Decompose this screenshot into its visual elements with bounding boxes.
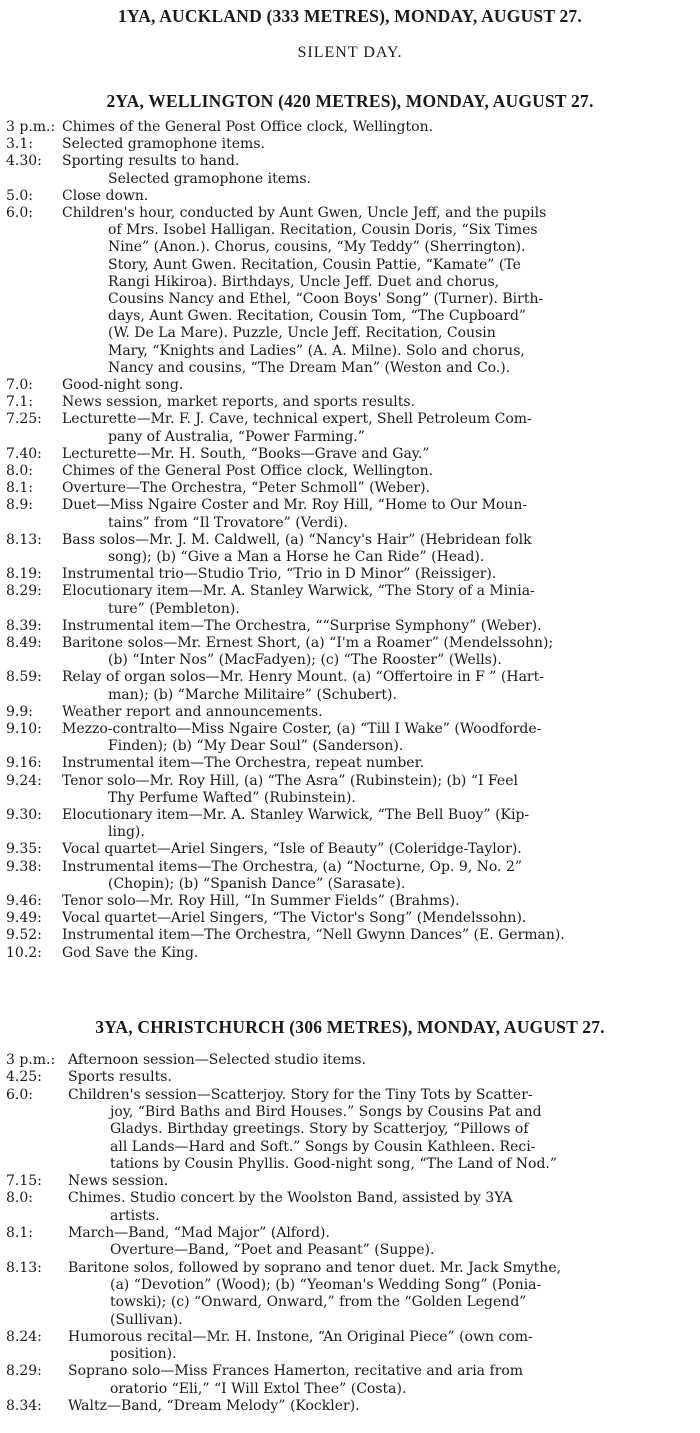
programme-continuation: Rangi Hikiroa). Birthdays, Uncle Jeff. Duet and chorus, [108,273,500,290]
programme-line [0,807,700,824]
programme-time: 7.40: [6,445,42,462]
programme-text: Duet—Miss Ngaire Coster and Mr. Roy Hill, “Home to Our Moun- [62,497,528,514]
programme-line [0,205,700,222]
programme-line [0,377,700,394]
programme-line [0,893,700,910]
programme-time: 9.38: [6,858,42,875]
programme-time: 8.29: [6,583,42,600]
programme-text: Selected gramophone items. [62,136,265,153]
programme-time: 8.19: [6,566,42,583]
programme-line [0,532,700,549]
section-heading-2ya: 2YA, WELLINGTON (420 METRES), MONDAY, AUGUST 27. [106,91,594,111]
programme-time: 6.0: [6,1086,33,1103]
programme-line [0,136,700,153]
programme-text: Vocal quartet—Ariel Singers, “The Victor's Song” (Mendelssohn). [62,910,527,927]
programme-text: Afternoon session—Selected studio items. [68,1052,366,1068]
programme-line [0,411,700,428]
programme-text: Instrumental trio—Studio Trio, “Trio in D Minor” (Reissiger). [62,566,497,583]
programme-line [0,1139,700,1156]
programme-time: 9.30: [6,807,42,823]
programme-line [0,618,700,635]
programme-continuation: ture” (Pembleton). [108,600,240,617]
programme-line [0,1052,700,1069]
programme-time: 5.0: [6,187,33,204]
programme-line [0,153,700,170]
programme-text: Good-night song. [62,377,184,393]
programme-text: Soprano solo—Miss Frances Hamerton, recitative and aria from [68,1363,524,1380]
programme-line [0,1087,700,1104]
programme-continuation: Selected gramophone items. [108,170,311,187]
programme-text: Instrumental items—The Orchestra, (a) “Nocturne, Op. 9, No. 2” [62,858,523,875]
programme-line [0,291,700,308]
programme-line [0,790,700,807]
programme-text: Chimes. Studio concert by the Woolston Band, assisted by 3YA [68,1190,513,1207]
programme-time: 10.2: [6,944,42,961]
programme-continuation: (Sullivan). [110,1311,183,1328]
programme-continuation: man); (b) “Marche Militaire” (Schubert). [108,686,397,703]
programme-line [0,446,700,463]
programme-continuation: oratorio “Eli,” “I Will Extol Thee” (Costa). [110,1380,407,1397]
programme-time: 4.30: [6,153,42,170]
programme-time: 9.10: [6,721,42,737]
section-heading-1ya: 1YA, AUCKLAND (333 METRES), MONDAY, AUGUST 27. [118,6,582,26]
programme-text: Baritone solos—Mr. Ernest Short, (a) “I'm a Roamer” (Mendelssohn); [62,635,554,651]
programme-line [0,1156,700,1173]
programme-line [0,343,700,360]
programme-time: 9.49: [6,910,42,927]
programme-line [0,360,700,377]
programme-text: Chimes of the General Post Office clock, Wellington. [62,119,434,135]
programme-continuation: artists. [110,1207,160,1224]
programme-time: 9.9: [6,703,33,720]
programme-text: Sporting results to hand. [62,153,240,170]
programme-text: Instrumental item—The Orchestra, ““Surprise Symphony” (Weber). [62,617,542,634]
programme-text: Humorous recital—Mr. H. Instone, “An Original Piece” (own com- [68,1328,533,1345]
programme-continuation: pany of Australia, “Power Farming.” [108,428,365,445]
programme-time: 7.15: [6,1173,42,1190]
programme-continuation: Thy Perfume Wafted” (Rubinstein). [108,789,356,806]
programme-line [0,1225,700,1242]
programme-text: Lecturette—Mr. H. South, “Books—Grave and Gay.” [62,445,430,462]
programme-text: Instrumental item—The Orchestra, “Nell Gwynn Dances” (E. German). [62,927,565,944]
programme-line [0,635,700,652]
programme-line [0,463,700,480]
programme-line [0,257,700,274]
programme-continuation: position). [110,1346,177,1363]
programme-text: Overture—The Orchestra, “Peter Schmoll” (Weber). [62,480,430,497]
programme-text: Mezzo-contralto—Miss Ngaire Coster, (a) “Till I Wake” (Woodforde- [62,721,542,737]
programme-line [0,841,700,858]
programme-text: Instrumental item—The Orchestra, repeat number. [62,755,425,772]
programme-time: 9.24: [6,772,42,789]
programme-line [0,824,700,841]
programme-continuation: (b) “Inter Nos” (MacFadyen); (c) “The Rooster” (Wells). [108,652,502,669]
programme-line [0,188,700,205]
programme-text: Relay of organ solos—Mr. Henry Mount. (a) “Offertoire in F ” (Hart- [62,669,544,686]
programme-line [0,876,700,893]
silent-day-note: SILENT DAY. [297,44,403,61]
programme-time: 7.1: [6,394,33,411]
programme-line [0,1069,700,1086]
programme-continuation: ling). [108,824,145,841]
programme-line [0,1104,700,1121]
programme-continuation: all Lands—Hard and Soft.” Songs by Cousin Kathleen. Reci- [110,1138,536,1155]
programme-text: Weather report and announcements. [62,703,323,720]
programme-continuation: Overture—Band, “Poet and Peasant” (Suppe). [110,1242,435,1259]
programme-line [0,1346,700,1363]
programme-line [0,1173,700,1190]
programme-time: 8.0: [6,1190,33,1207]
programme-line [0,325,700,342]
programme-continuation: Finden); (b) “My Dear Soul” (Sanderson). [108,738,404,755]
programme-line [0,1312,700,1329]
programme-line [0,1190,700,1207]
programme-time: 8.9: [6,497,33,514]
programme-line [0,171,700,188]
programme-text: Close down. [62,187,149,204]
programme-line [0,1121,700,1138]
programme-time: 8.34: [6,1398,42,1414]
programme-time: 8.1: [6,1225,33,1241]
programme-line [0,652,700,669]
programme-text: Tenor solo—Mr. Roy Hill, “In Summer Fields” (Brahms). [62,893,460,909]
programme-line [0,1329,700,1346]
programme-time: 8.0: [6,463,33,479]
programme-time: 3 p.m.: [6,1052,56,1068]
programme-text: God Save the King. [62,944,199,961]
programme-continuation: Nine” (Anon.). Chorus, cousins, “My Teddy” (Sherrington). [108,239,526,256]
programme-line [0,222,700,239]
programme-line [0,515,700,532]
programme-line [0,1398,700,1415]
programme-line [0,669,700,686]
programme-line [0,910,700,927]
programme-line [0,1260,700,1277]
programme-time: 7.0: [6,377,33,393]
programme-continuation: Cousins Nancy and Ethel, “Coon Boys' Song” (Turner). Birth- [108,291,544,307]
programme-continuation: towski); (c) “Onward, Onward,” from the “Golden Legend” [110,1294,527,1311]
programme-text: Vocal quartet—Ariel Singers, “Isle of Beauty” (Coleridge-Taylor). [62,841,522,858]
programme-time: 4.25: [6,1069,42,1086]
programme-line [0,859,700,876]
programme-continuation: tations by Cousin Phyllis. Good-night song, “The Land of Nod.” [110,1155,558,1172]
programme-line [0,497,700,514]
programme-line [0,583,700,600]
programme-text: Chimes of the General Post Office clock, Wellington. [62,463,434,479]
programme-line [0,1294,700,1311]
programme-continuation: days, Aunt Gwen. Recitation, Cousin Tom, “The Cupboard” [108,308,527,325]
programme-text: Children's hour, conducted by Aunt Gwen, Uncle Jeff, and the pupils [62,205,547,221]
programme-line [0,927,700,944]
programme-continuation: (W. De La Mare). Puzzle, Uncle Jeff. Recitation, Cousin [108,325,496,342]
programme-continuation: Story, Aunt Gwen. Recitation, Cousin Pattie, “Kamate” (Te [108,256,521,273]
programme-continuation: joy, “Bird Baths and Bird Houses.” Songs by Cousins Pat and [110,1103,542,1120]
programme-text: News session. [68,1173,169,1190]
programme-line [0,1381,700,1398]
programme-line [0,738,700,755]
programme-text: Baritone solos, followed by soprano and tenor duet. Mr. Jack Smythe, [68,1259,562,1276]
programme-continuation: tains” from “Il Trovatore” (Verdi). [108,514,348,531]
programme-text: Tenor solo—Mr. Roy Hill, (a) “The Asra” (Rubinstein); (b) “I Feel [62,772,518,789]
programme-line [0,274,700,291]
programme-line [0,119,700,136]
programme-text: News session, market reports, and sports results. [62,394,415,411]
programme-continuation: Nancy and cousins, “The Dream Man” (Weston and Co.). [108,359,511,376]
programme-line [0,1208,700,1225]
programme-time: 3 p.m.: [6,119,56,135]
programme-time: 8.29: [6,1363,42,1380]
programme-time: 9.35: [6,841,42,858]
programme-text: Bass solos—Mr. J. M. Caldwell, (a) “Nancy's Hair” (Hebridean folk [62,531,532,548]
programme-time: 8.13: [6,531,42,548]
programme-line [0,1363,700,1380]
programme-continuation: Mary, “Knights and Ladies” (A. A. Milne). Solo and chorus, [108,342,525,359]
programme-time: 8.1: [6,480,33,497]
programme-continuation: (a) “Devotion” (Wood); (b) “Yeoman's Wedding Song” (Ponia- [110,1276,542,1293]
programme-time: 8.49: [6,635,42,651]
programme-time: 6.0: [6,205,33,221]
programme-line [0,1277,700,1294]
programme-line [0,566,700,583]
programme-line [0,687,700,704]
programme-line [0,1242,700,1259]
programme-line [0,308,700,325]
programme-text: Lecturette—Mr. F. J. Cave, technical expert, Shell Petroleum Com- [62,411,532,428]
programme-time: 8.39: [6,617,42,634]
programme-text: Waltz—Band, “Dream Melody” (Kockler). [68,1398,360,1414]
programme-line [0,239,700,256]
programme-time: 7.25: [6,411,42,428]
programme-line [0,549,700,566]
programme-time: 8.59: [6,669,42,686]
programme-line [0,755,700,772]
programme-text: March—Band, “Mad Major” (Alford). [68,1225,330,1241]
programme-time: 9.52: [6,927,42,944]
programme-line [0,704,700,721]
section-heading-3ya: 3YA, CHRISTCHURCH (306 METRES), MONDAY, AUGUST 27. [95,1017,605,1037]
programme-continuation: (Chopin); (b) “Spanish Dance” (Sarasate). [108,875,406,892]
programme-time: 9.16: [6,755,42,772]
programme-text: Elocutionary item—Mr. A. Stanley Warwick, “The Bell Buoy” (Kip- [62,807,530,823]
programme-continuation: song); (b) “Give a Man a Horse he Can Ride” (Head). [108,549,485,565]
programme-continuation: of Mrs. Isobel Halligan. Recitation, Cousin Doris, “Six Times [108,222,538,239]
programme-time: 8.24: [6,1328,42,1345]
programme-time: 3.1: [6,136,33,153]
programme-text: Elocutionary item—Mr. A. Stanley Warwick, “The Story of a Minia- [62,583,535,600]
programme-text: Sports results. [68,1069,172,1086]
programme-line [0,721,700,738]
programme-line [0,945,700,962]
programme-line [0,773,700,790]
programme-line [0,480,700,497]
programme-time: 9.46: [6,893,42,909]
programme-text: Children's session—Scatterjoy. Story for the Tiny Tots by Scatter- [68,1086,533,1103]
programme-line [0,429,700,446]
programme-continuation: Gladys. Birthday greetings. Story by Scatterjoy, “Pillows of [110,1121,529,1138]
programme-line [0,601,700,618]
programme-time: 8.13: [6,1259,42,1276]
programme-line [0,394,700,411]
